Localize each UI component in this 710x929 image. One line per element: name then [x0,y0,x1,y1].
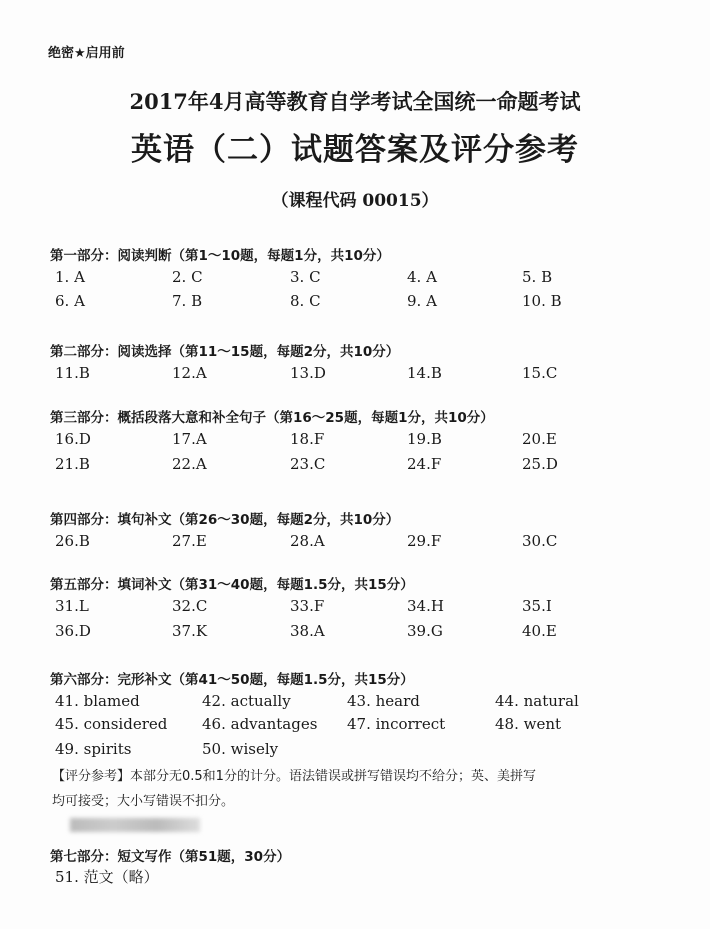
answer-item: 46. advantages [202,715,318,733]
answer-item: 31.L [55,597,89,615]
exam-title: 2017年4月高等教育自学考试全国统一命题考试 [129,89,581,114]
answer-item: 48. went [495,715,562,733]
course-code: （课程代码 00015） [271,191,439,211]
answer-item: 28.A [290,532,325,550]
confidential-label: 绝密★启用前 [48,46,125,61]
answer-item: 9. A [407,292,437,310]
answer-item: 44. natural [495,692,579,710]
answer-item: 29.F [407,532,442,550]
answer-item: 5. B [522,268,553,286]
answer-item: 39.G [407,622,443,640]
section-header: 第二部分：阅读选择（第11～15题，每题2分，共10分） [50,344,400,360]
answer-item: 42. actually [202,692,291,710]
answer-item: 12.A [172,364,207,382]
answer-item: 16.D [55,430,91,448]
answer-item: 49. spirits [55,740,132,758]
answer-item: 22.A [172,455,207,473]
answer-item: 41. blamed [55,692,140,710]
section-header: 第四部分：填句补文（第26～30题，每题2分，共10分） [50,512,400,528]
answer-item: 27.E [172,532,207,550]
answer-item: 30.C [522,532,558,550]
answer-item: 20.E [522,430,557,448]
answer-item: 4. A [407,268,437,286]
answer-item: 25.D [522,455,558,473]
answer-item: 2. C [172,268,203,286]
answer-item: 15.C [522,364,558,382]
answer-item: 45. considered [55,715,168,733]
answer-item: 32.C [172,597,208,615]
answer-item: 47. incorrect [347,715,446,733]
answer-item: 36.D [55,622,91,640]
answer-item: 24.F [407,455,442,473]
scoring-note-line-2: 均可接受；大小写错误不扣分。 [52,794,235,809]
section-header: 第六部分：完形补文（第41～50题，每题1.5分，共15分） [50,672,414,688]
answer-item: 43. heard [347,692,420,710]
answer-item: 1. A [55,268,85,286]
answer-item: 18.F [290,430,325,448]
redacted-watermark [70,818,200,832]
document-title: 英语（二）试题答案及评分参考 [131,132,579,168]
answer-item: 35.I [522,597,552,615]
answer-item: 26.B [55,532,90,550]
answer-item: 11.B [55,364,90,382]
answer-item: 21.B [55,455,90,473]
answer-item: 6. A [55,292,85,310]
answer-item: 33.F [290,597,325,615]
section-header: 第七部分：短文写作（第51题，30分） [50,849,291,865]
answer-item: 37.K [172,622,208,640]
answer-item: 14.B [407,364,442,382]
answer-item: 10. B [522,292,562,310]
answer-item: 38.A [290,622,325,640]
answer-item: 19.B [407,430,442,448]
answer-item: 34.H [407,597,444,615]
answer-item: 13.D [290,364,326,382]
answer-item: 40.E [522,622,557,640]
section-header: 第三部分：概括段落大意和补全句子（第16～25题，每题1分，共10分） [50,410,494,426]
section-header: 第五部分：填词补文（第31～40题，每题1.5分，共15分） [50,577,414,593]
answer-item: 50. wisely [202,740,279,758]
answer-item: 8. C [290,292,321,310]
scoring-note-line-1: 【评分参考】本部分无0.5和1分的计分。语法错误或拼写错误均不给分；英、美拼写 [52,769,536,784]
answer-item: 7. B [172,292,203,310]
answer-item: 3. C [290,268,321,286]
answer-item: 17.A [172,430,207,448]
answer-item: 51. 范文（略） [55,868,159,886]
answer-item: 23.C [290,455,326,473]
section-header: 第一部分：阅读判断（第1～10题，每题1分，共10分） [50,248,390,264]
